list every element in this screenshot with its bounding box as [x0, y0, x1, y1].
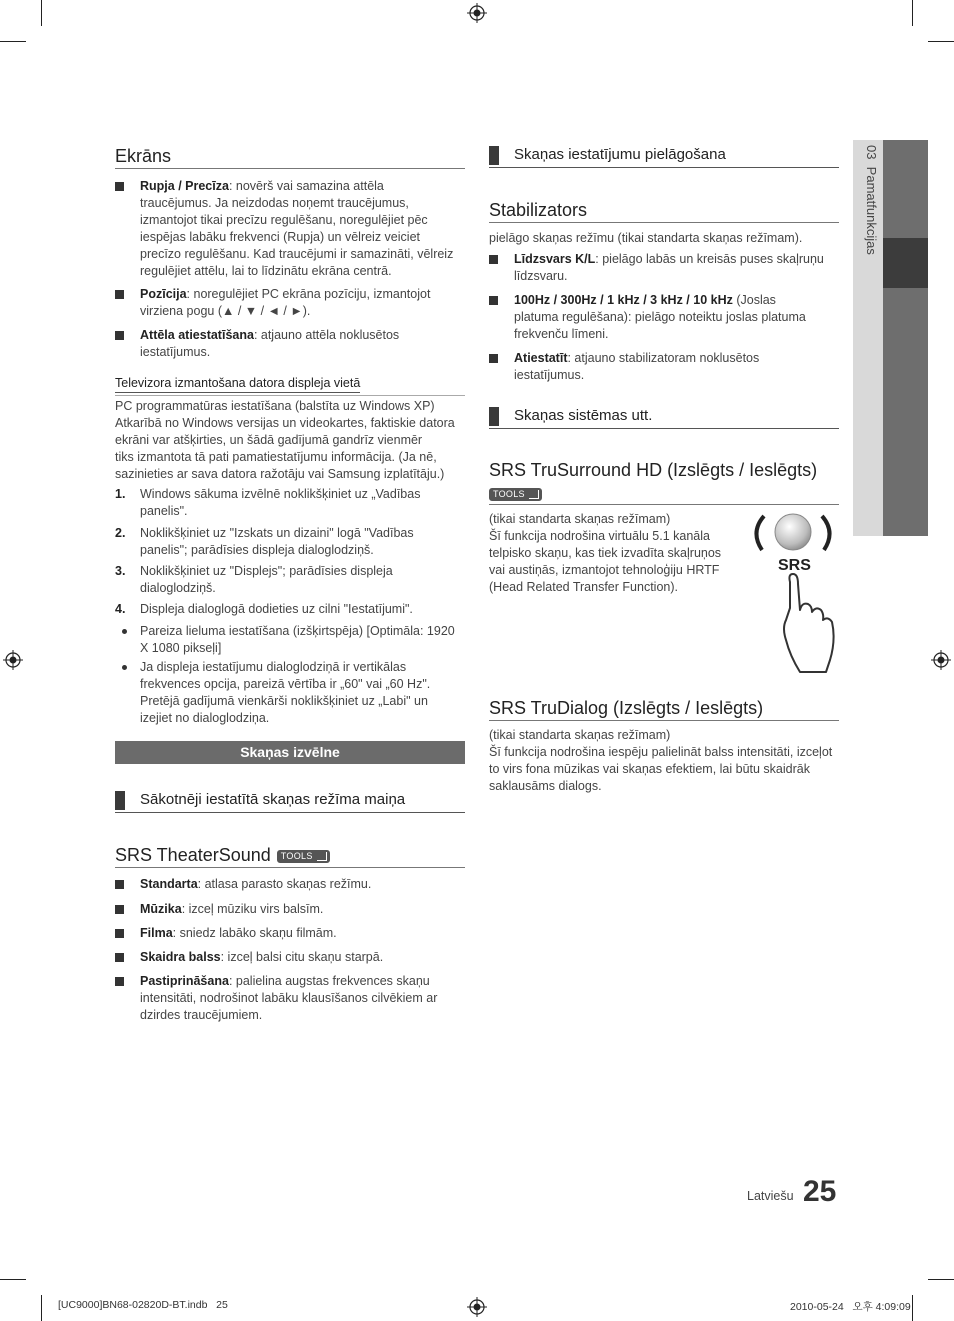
text-line: PC programmatūras iestatīšana (balstīta uz Windows XP): [115, 399, 435, 413]
list-item-line: [140, 901, 470, 918]
page-number: 25: [803, 1175, 837, 1208]
crop-mark: [41, 1295, 42, 1321]
return-arrow-icon: [317, 852, 327, 861]
crop-mark: [912, 1295, 913, 1321]
text-line: Šī funkcija nodrošina iespēju palielināt balss intensitāti, izceļot: [489, 745, 833, 759]
list-item: [140, 973, 470, 1024]
text-line: panelis".: [140, 504, 188, 518]
list-item-desc: (Joslas: [732, 293, 776, 307]
step-number: 3.: [115, 564, 126, 578]
section-title-stabilizators: Stabilizators: [489, 200, 588, 220]
list-item-line: līdzsvaru.: [514, 269, 568, 283]
list-item-line: [514, 350, 844, 367]
list-item-line: izmantojot tikai precīzu regulēšanu, noregulējiet pēc: [140, 213, 428, 227]
section-rule: [115, 867, 465, 868]
text-line: vai austiņās, izmantojot tehnoloģiju HRTF: [489, 563, 720, 577]
tools-badge: TOOLS: [489, 488, 542, 501]
list-bullet-icon: [489, 354, 498, 363]
text-line: (tikai standarta skaņas režīmam): [489, 512, 671, 526]
side-tab-label: 03 Pamatfunkcijas: [864, 145, 879, 255]
section-title-ekrans: Ekrāns: [115, 146, 172, 166]
subsection-sound-adjust: Skaņas iestatījumu pielāgošana: [489, 145, 839, 168]
list-item-line: iespējas labāku frekvenci (Rupja) un vēlreiz veiciet: [140, 230, 420, 244]
list-item-term: 100Hz / 300Hz / 1 kHz / 3 kHz / 10 kHz: [514, 293, 733, 307]
text-line: Windows sākuma izvēlnē noklikšķiniet uz „Vadības: [140, 487, 421, 501]
text-line: sazinieties ar sava datora ražotāju vai Samsung izplatītāju.): [115, 467, 445, 481]
list-item-term: Attēla atiestatīšana: [140, 328, 254, 342]
step-text: [140, 525, 470, 559]
list-item-term: Mūzika: [140, 902, 182, 916]
step-text: [140, 486, 470, 520]
list-item: [514, 251, 844, 285]
list-item-desc: : sniedz labāko skaņu filmām.: [172, 926, 337, 940]
srs-button-hand-icon: [750, 510, 836, 676]
registration-mark-icon: [3, 650, 23, 670]
bullet-dot-icon: [122, 665, 127, 670]
list-item-term: Līdzsvars K/L: [514, 252, 596, 266]
subsection-bar: [115, 791, 125, 810]
list-item-line: [514, 251, 844, 268]
list-item-line: iestatījumus.: [140, 345, 211, 359]
list-item-desc: : atjauno stabilizatoram noklusētos: [567, 351, 760, 365]
section-rule: [489, 720, 839, 721]
text-line: dialoglodziņš.: [140, 581, 216, 595]
list-bullet-icon: [489, 296, 498, 305]
list-item-term: Filma: [140, 926, 173, 940]
list-bullet-icon: [115, 929, 124, 938]
side-tab-marker: [883, 238, 928, 288]
text-line: Noklikšķiniet uz "Displejs"; parādīsies displeja: [140, 564, 393, 578]
text-line: panelis"; parādīsies displeja dialoglodziņš.: [140, 543, 374, 557]
list-item-line: traucējumus. Ja neizdodas noņemt traucējumus,: [140, 196, 409, 210]
list-item-line: [140, 178, 470, 195]
bullet-dot-icon: [122, 629, 127, 634]
list-item-desc: : atjauno attēla noklusētos: [253, 328, 400, 342]
list-item-term: Rupja / Precīza: [140, 179, 229, 193]
list-item-term: Skaidra balss: [140, 950, 221, 964]
list-bullet-icon: [115, 331, 124, 340]
subsection-bar: [489, 407, 499, 426]
step-text: [140, 563, 470, 597]
footer-date: 2010-05-24 오후 4:09:09: [790, 1301, 911, 1313]
subsection-sound-system: Skaņas sistēmas utt.: [489, 406, 839, 429]
trusurround-text: [489, 511, 739, 596]
crop-mark: [928, 41, 954, 42]
list-bullet-icon: [115, 905, 124, 914]
list-item: [140, 178, 470, 280]
list-bullet-icon: [115, 182, 124, 191]
list-item: [140, 876, 470, 893]
registration-mark-icon: [931, 650, 951, 670]
list-bullet-icon: [115, 953, 124, 962]
section-rule: [115, 168, 465, 169]
text-line: ekrāni var atšķirties, un šādā gadījumā gandrīz vienmēr: [115, 433, 423, 447]
tools-badge: TOOLS: [277, 850, 330, 863]
list-item-desc: : izceļ mūziku virs balsīm.: [181, 902, 324, 916]
list-item: [140, 286, 470, 320]
list-item-line: [140, 973, 470, 990]
footer-file: [UC9000]BN68-02820D-BT.indb 25: [58, 1299, 228, 1311]
step-number: 1.: [115, 487, 126, 501]
text-line: Atkarībā no Windows versijas un videokartes, faktiskie datora: [115, 416, 455, 430]
registration-mark-icon: [467, 3, 487, 23]
subsection-default-sound-mode: Sākotnēji iestatītā skaņas režīma maiņa: [115, 790, 465, 813]
list-item: [140, 949, 470, 966]
text-line: Noklikšķiniet uz "Izskats un dizaini" logā "Vadības: [140, 526, 414, 540]
side-tab-dark: [883, 140, 928, 536]
crop-mark: [928, 1279, 954, 1280]
registration-mark-icon: [467, 1297, 487, 1317]
pc-intro: [115, 398, 467, 483]
text-line: Pareiza lieluma iestatīšana (izšķirtspēja) [Optimāla: 1920: [140, 624, 455, 638]
pc-heading-rule: [115, 395, 465, 396]
list-item-desc: : atlasa parasto skaņas režīmu.: [197, 877, 372, 891]
text-line: Šī funkcija nodrošina virtuālu 5.1 kanāla: [489, 529, 710, 543]
list-item-desc: : izceļ balsi citu skaņu starpā.: [220, 950, 384, 964]
text-line: Displeja dialoglogā dodieties uz cilni "Iestatījumi".: [140, 602, 413, 616]
return-arrow-icon: [529, 490, 539, 499]
tools-row: [483, 486, 542, 504]
list-item: [140, 327, 470, 361]
list-bullet-icon: [115, 880, 124, 889]
text-line: izejiet no dialoglodziņa.: [140, 711, 270, 725]
list-item-line: [140, 876, 470, 893]
list-item-term: Pozīcija: [140, 287, 187, 301]
list-bullet-icon: [115, 977, 124, 986]
bullet-text: [140, 659, 470, 727]
list-item-line: iestatījumus.: [514, 368, 585, 382]
text-line: (Head Related Transfer Function).: [489, 580, 678, 594]
list-item: [140, 901, 470, 918]
crop-mark: [41, 0, 42, 26]
stabilizators-intro: pielāgo skaņas režīmu (tikai standarta skaņas režīmam).: [489, 231, 803, 245]
list-item-term: Standarta: [140, 877, 198, 891]
step-number: 2.: [115, 526, 126, 540]
list-item-line: [140, 327, 470, 344]
list-bullet-icon: [115, 290, 124, 299]
list-item-desc: : noregulējiet PC ekrāna pozīciju, izmantojot: [186, 287, 431, 301]
bullet-text: [140, 623, 470, 657]
list-item-desc: : novērš vai samazina attēla: [228, 179, 384, 193]
text-line: telpisko skaņu, kas tiek izvadīta skaļruņos: [489, 546, 722, 560]
list-item-line: regulējiet attēlu, lai to līdzinātu ekrāna centrā.: [140, 264, 392, 278]
list-bullet-icon: [489, 255, 498, 264]
step-text: [140, 601, 470, 618]
list-item-line: [140, 286, 470, 303]
text-line: X 1080 pikseļi]: [140, 641, 222, 655]
menu-banner: Skaņas izvēlne: [115, 741, 465, 764]
list-item-term: Atiestatīt: [514, 351, 568, 365]
list-item-desc: : palielina augstas frekvences skaņu: [228, 974, 430, 988]
section-title-trusurround: SRS TruSurround HD (Izslēgts / Ieslēgts): [489, 460, 818, 480]
list-item-line: [140, 949, 470, 966]
step-number: 4.: [115, 602, 126, 616]
text-line: saklausāms dialogs.: [489, 779, 602, 793]
list-item-line: frekvenču līmeni.: [514, 327, 609, 341]
list-item-line: virziena pogu (▲ / ▼ / ◄ / ►).: [140, 304, 311, 318]
list-item-line: precīzo regulēšanu. Kad traucējumi ir samazināti, vēlreiz: [140, 247, 454, 261]
crop-mark: [912, 0, 913, 26]
pc-heading: Televizora izmantošana datora displeja vietā: [115, 375, 360, 393]
trudialog-text: [489, 727, 841, 795]
list-item-line: [140, 925, 470, 942]
section-rule: [489, 504, 839, 505]
list-item-line: platuma regulēšana): pielāgo noteiktu joslas platuma: [514, 310, 806, 324]
crop-mark: [0, 41, 26, 42]
srs-logo-text: SRS: [778, 557, 811, 574]
text-line: frekvences opcija, pareizā vērtība ir „60" vai „60 Hz".: [140, 677, 431, 691]
list-item: [514, 292, 844, 343]
section-rule: [489, 222, 839, 223]
crop-mark: [0, 1279, 26, 1280]
text-line: (tikai standarta skaņas režīmam): [489, 728, 671, 742]
text-line: Pretējā gadījumā vienkārši noklikšķiniet uz „Labi" un: [140, 694, 428, 708]
list-item: [140, 925, 470, 942]
footer-language: Latviešu: [747, 1189, 794, 1203]
text-line: Ja displeja iestatījumu dialoglodziņā ir vertikālas: [140, 660, 407, 674]
list-item-line: intensitāti, nodrošinot labāku klausīšanos cilvēkiem ar: [140, 991, 438, 1005]
list-item-line: [514, 292, 844, 309]
list-item-term: Pastiprināšana: [140, 974, 229, 988]
text-line: tiks izmantota tā pati pamatiestatījumu informācija. (Ja nē,: [115, 450, 437, 464]
text-line: to virs fona mūzikas vai skaņas efektiem, lai būtu skaidrāk: [489, 762, 810, 776]
section-title-trudialog: SRS TruDialog (Izslēgts / Ieslēgts): [489, 698, 764, 718]
list-item: [514, 350, 844, 384]
list-item-line: dzirdes traucējumiem.: [140, 1008, 263, 1022]
section-title-theatersound: SRS TheaterSound TOOLS: [115, 845, 330, 865]
list-item-desc: : pielāgo labās un kreisās puses skaļruņu: [595, 252, 824, 266]
subsection-bar: [489, 146, 499, 165]
